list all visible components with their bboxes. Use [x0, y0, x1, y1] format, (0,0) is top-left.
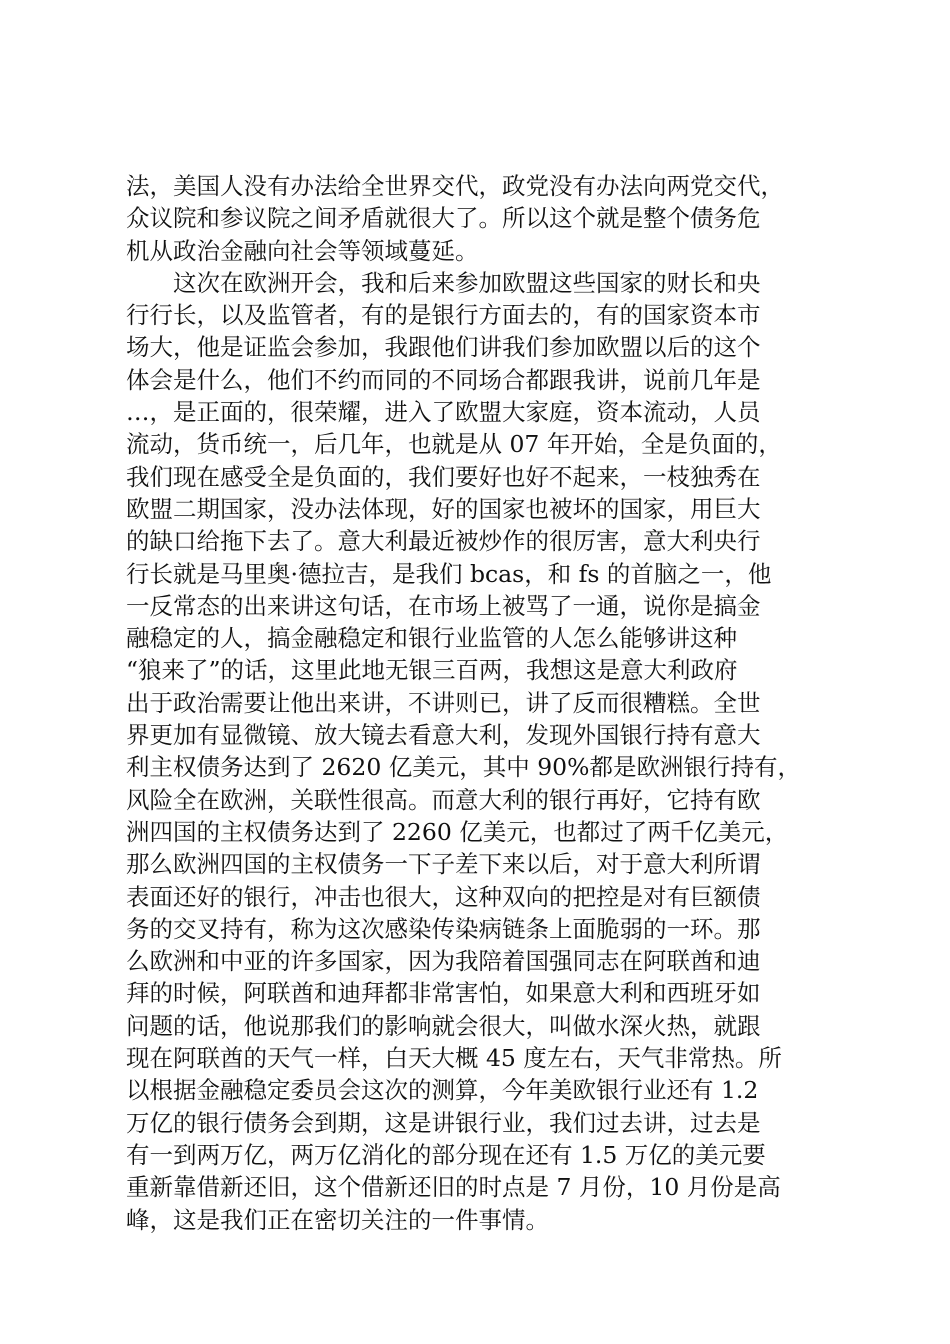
text-line: 一反常态的出来讲这句话，在市场上被骂了一通，说你是搞金 — [126, 591, 761, 620]
text-line: 欧盟二期国家，没办法体现，好的国家也被坏的国家，用巨大 — [126, 494, 761, 523]
text-line: 务的交叉持有，称为这次感染传染病链条上面脆弱的一环。那 — [126, 914, 761, 943]
text-line: 流动，货币统一，后几年，也就是从 07 年开始，全是负面的， — [126, 430, 782, 459]
body-text — [126, 170, 826, 1236]
text-line: 行行长，以及监管者，有的是银行方面去的，有的国家资本市 — [126, 301, 761, 330]
text-line: 有一到两万亿，两万亿消化的部分现在还有 1.5 万亿的美元要 — [126, 1140, 766, 1169]
text-line: …，是正面的，很荣耀，进入了欧盟大家庭，资本流动，人员 — [126, 398, 761, 427]
text-line: 众议院和参议院之间矛盾就很大了。所以这个就是整个债务危 — [126, 204, 761, 233]
text-line: 拜的时候，阿联酋和迪拜都非常害怕，如果意大利和西班牙如 — [126, 979, 761, 1008]
text-line: 场大，他是证监会参加，我跟他们讲我们参加欧盟以后的这个 — [126, 333, 761, 362]
text-line: “狼来了”的话，这里此地无银三百两，我想这是意大利政府 — [126, 656, 738, 685]
text-line: 万亿的银行债务会到期，这是讲银行业，我们过去讲，过去是 — [126, 1108, 761, 1137]
text-line: 问题的话，他说那我们的影响就会很大，叫做水深火热，就跟 — [126, 1011, 761, 1040]
text-line: 重新靠借新还旧，这个借新还旧的时点是 7 月份，10 月份是高 — [126, 1173, 781, 1202]
text-line: 现在阿联酋的天气一样，白天大概 45 度左右，天气非常热。所 — [126, 1044, 782, 1073]
text-line: 行长就是马里奥·德拉吉，是我们 bcas，和 fs 的首脑之一，他 — [126, 559, 772, 588]
text-line: 我们现在感受全是负面的，我们要好也好不起来，一枝独秀在 — [126, 462, 761, 491]
paragraph-first-line: 这次在欧洲开会，我和后来参加欧盟这些国家的财长和央 — [173, 268, 761, 297]
text-line: 风险全在欧洲，关联性很高。而意大利的银行再好，它持有欧 — [126, 785, 761, 814]
text-line: 法，美国人没有办法给全世界交代，政党没有办法向两党交代， — [126, 172, 784, 200]
text-line: 的缺口给拖下去了。意大利最近被炒作的很厉害，意大利央行 — [126, 527, 761, 556]
text-line: 峰，这是我们正在密切关注的一件事情。 — [126, 1205, 549, 1234]
text-line: 利主权债务达到了 2620 亿美元，其中 90%都是欧洲银行持有， — [126, 753, 801, 782]
text-line: 么欧洲和中亚的许多国家，因为我陪着国强同志在阿联酋和迪 — [126, 947, 761, 976]
text-line: 融稳定的人，搞金融稳定和银行业监管的人怎么能够讲这种 — [126, 624, 737, 653]
text-line: 洲四国的主权债务达到了 2260 亿美元，也都过了两千亿美元， — [126, 817, 789, 846]
text-line: 表面还好的银行，冲击也很大，这种双向的把控是对有巨额债 — [126, 882, 761, 911]
text-line: 出于政治需要让他出来讲，不讲则已，讲了反而很糟糕。全世 — [126, 688, 761, 717]
text-line: 体会是什么，他们不约而同的不同场合都跟我讲，说前几年是 — [126, 365, 761, 394]
text-line: 机从政治金融向社会等领域蔓延。 — [126, 236, 479, 265]
text-line: 界更加有显微镜、放大镜去看意大利，发现外国银行持有意大 — [126, 721, 761, 750]
text-line: 那么欧洲四国的主权债务一下子差下来以后，对于意大利所谓 — [126, 850, 761, 879]
text-line: 以根据金融稳定委员会这次的测算，今年美欧银行业还有 1.2 — [126, 1076, 759, 1105]
